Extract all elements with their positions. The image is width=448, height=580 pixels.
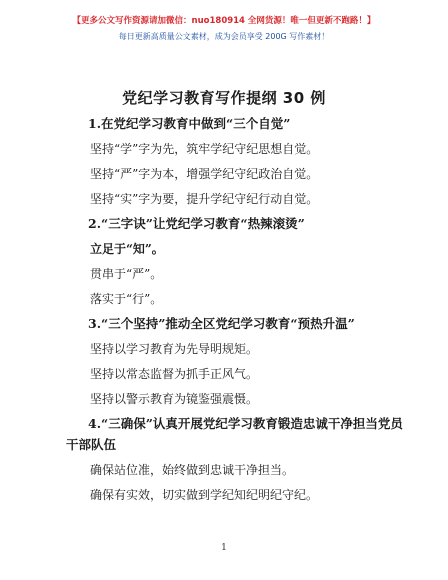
body-line: 坚持以警示教育为镜鉴强震慑。 [90, 392, 259, 406]
section-heading-4: 4.“三确保”认真开展党纪学习教育锻造忠诚干净担当党员 [88, 416, 403, 431]
body-line: 坚持“学”字为先，筑牢学纪守纪思想自觉。 [90, 142, 319, 156]
body-line: 坚持以常态监督为抓手正风气。 [90, 367, 259, 381]
section-heading-3: 3.“三个坚持”推动全区党纪学习教育“预热升温” [88, 316, 355, 331]
promo-banner-line-1: 【更多公文写作资源请加微信：nuo180914 全网货源！唯一但更新不跑路！】 [72, 16, 376, 26]
section-heading-2: 2.“三字诀”让党纪学习教育“热辣滚烫” [88, 216, 305, 231]
body-line: 落实于“行”。 [90, 292, 163, 306]
section-heading-4-continued: 干部队伍 [66, 437, 117, 452]
document-title: 党纪学习教育写作提纲 30 例 [122, 89, 326, 107]
body-line: 坚持“严”字为本，增强学纪守纪政治自觉。 [90, 167, 319, 181]
page-number: 1 [221, 543, 227, 553]
body-line: 确保站位准，始终做到忠诚干净担当。 [90, 463, 295, 477]
body-line: 坚持“实”字为要，提升学纪守纪行动自觉。 [90, 192, 319, 206]
section-heading-1: 1.在党纪学习教育中做到“三个自觉” [88, 116, 291, 131]
promo-banner-line-2: 每日更新高质量公文素材，成为会员享受 200G 写作素材！ [118, 32, 330, 41]
body-line: 确保有实效，切实做到学纪知纪明纪守纪。 [90, 488, 319, 502]
body-line: 贯串于“严”。 [90, 267, 163, 281]
body-line: 立足于“知”。 [90, 242, 164, 256]
body-line: 坚持以学习教育为先导明规矩。 [90, 342, 259, 356]
